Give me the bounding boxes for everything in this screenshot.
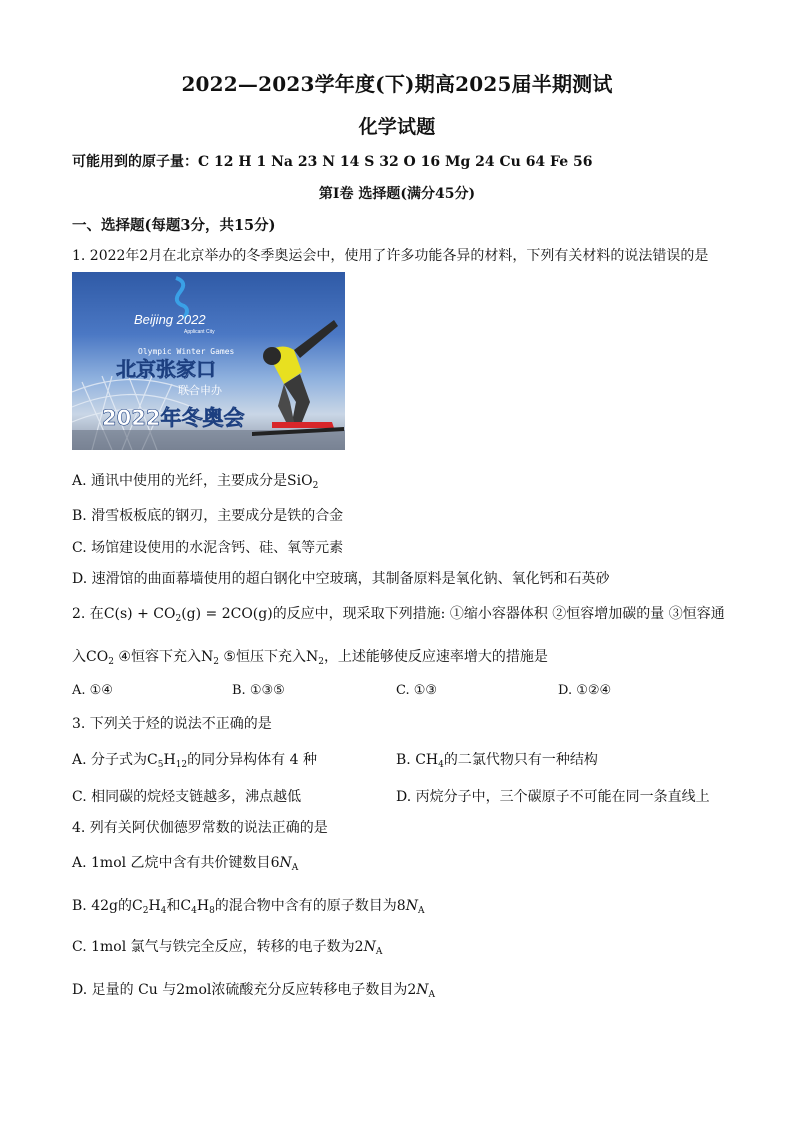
q1-option-b: B. 滑雪板板底的钢刃，主要成分是铁的合金 <box>72 508 344 524</box>
q2-option-a: A. ①④ <box>72 683 113 698</box>
figure-line1: 北京张家口 <box>116 357 216 381</box>
q4-option-b: B. 42g的$C_2H_4$和$C_4H_8$的混合物中含有的原子数目为$8N_A$ <box>72 898 425 916</box>
q2-option-b: B. ①③⑤ <box>232 683 285 698</box>
q3-stem: 3. 下列关于烃的说法不正确的是 <box>72 716 272 732</box>
q2-option-c: C. ①③ <box>396 683 438 698</box>
q3-option-b: B. $CH_4$的二氯代物只有一种结构 <box>396 752 598 770</box>
q3-option-d: D. 丙烷分子中，三个碳原子不可能在同一条直线上 <box>396 789 710 805</box>
winter-olympics-image <box>72 272 345 450</box>
q2-stem: 2. 在$C(s) + CO_2(g) = 2CO(g)$的反应中，现采取下列措施: ①缩小容器体积 ②恒容增加碳的量 ③恒容通 <box>72 606 725 624</box>
figure-graphic <box>72 272 345 450</box>
q4-stem: 4. 列有关阿伏伽德罗常数的说法正确的是 <box>72 820 328 836</box>
q2-option-d: D. ①②④ <box>558 683 612 698</box>
atomic-masses: 可能用到的原子量：C 12 H 1 Na 23 N 14 S 32 O 16 Mg 24 Cu 64 Fe 56 <box>72 154 593 170</box>
q1-option-d: D. 速滑馆的曲面幕墙使用的超白钢化中空玻璃，其制备原料是氧化钠、氧化钙和石英砂 <box>72 571 610 587</box>
q3-option-a: A. 分子式为$C_5H_{12}$的同分异构体有 4 种 <box>72 752 317 770</box>
part-title: 第Ⅰ卷 选择题(满分45分) <box>318 186 476 202</box>
q4-option-d: D. 足量的 Cu 与2mol浓硫酸充分反应转移电子数目为$2N_A$ <box>72 982 436 1000</box>
q4-option-a: A. 1mol 乙烷中含有共价键数目$6N_A$ <box>72 855 299 873</box>
q1-option-a: A. 通讯中使用的光纤，主要成分是SiO$_2$ <box>72 473 319 491</box>
figure-brand: Beijing 2022 <box>134 312 206 327</box>
skier-figure <box>252 320 344 436</box>
subject-title: 化学试题 <box>358 116 436 138</box>
q1-stem: 1. 2022年2月在北京举办的冬季奥运会中，使用了许多功能各异的材料，下列有关材料的说法错误的是 <box>72 248 709 264</box>
exam-title: 2022—2023学年度(下)期高2025届半期测试 <box>181 72 613 96</box>
q2-stem-line2: 入$CO_2$ ④恒容下充入$N_2$ ⑤恒压下充入$N_2$，上述能够使反应速率增大的措施是 <box>72 649 548 667</box>
figure-brand-sub: Applicant City <box>184 329 215 335</box>
q3-option-c: C. 相同碳的烷烃支链越多，沸点越低 <box>72 789 302 805</box>
q4-option-c: C. 1mol 氯气与铁完全反应，转移的电子数为$2N_A$ <box>72 939 383 957</box>
section-title: 一、选择题(每题3分，共15分) <box>72 217 276 234</box>
figure-line3: 2022年冬奥会 <box>102 406 245 430</box>
q1-option-c: C. 场馆建设使用的水泥含钙、硅、氧等元素 <box>72 540 344 556</box>
figure-games: Olympic Winter Games <box>138 347 235 356</box>
figure-line2: 联合申办 <box>178 384 222 397</box>
